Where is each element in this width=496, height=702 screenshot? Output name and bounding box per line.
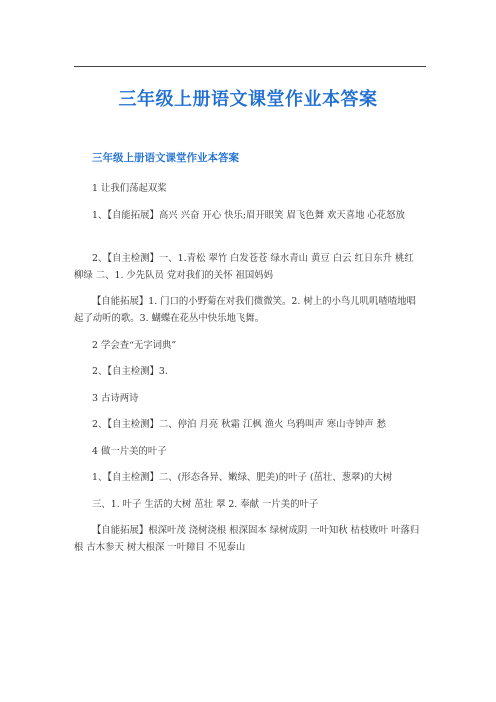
paragraph-6: 2、【自主检测】3. [92,366,168,377]
paragraph-2: 1、【自能拓展】高兴 兴奋 开心 快乐;眉开眼笑 眉飞色舞 欢天喜地 心花怒放 [92,210,405,221]
top-rule [74,66,426,67]
paragraph-12: 【自能拓展】根深叶茂 浇树浇根 根深固本 绿树成阴 一叶知秋 枯枝败叶 叶落归根 古木参天 树大根深 一叶障目 不见泰山 [74,525,420,553]
paragraph-1: 1 让我们荡起双桨 [92,183,167,194]
paragraph-9: 4 做一片美的叶子 [92,446,167,457]
paragraph-11: 三、1. 叶子 生活的大树 茁壮 翠 2. 奉献 一片美的叶子 [92,499,319,510]
section-subtitle: 三年级上册语文课堂作业本答案 [92,152,239,164]
paragraph-4: 【自能拓展】1. 门口的小野菊在对我们微微笑。2. 树上的小鸟儿叽叽喳喳地唱起了动听的歌。3. 蝴蝶在花丛中快乐地飞舞。 [74,296,416,324]
paragraph-7: 3 古诗两诗 [92,393,139,404]
paragraph-3: 2、【自主检测】一、1.青松 翠竹 白发苍苍 绿水青山 黄豆 白云 红日东升 桃红柳绿 二、1. 少先队员 党对我们的关怀 祖国妈妈 [74,253,414,281]
paragraph-8: 2、【自主检测】二、停泊 月亮 秋霜 江枫 渔火 乌鸦叫声 寒山寺钟声 愁 [92,419,387,430]
paragraph-10: 1、【自主检测】二、(形态各异、嫩绿、肥美)的叶子 (茁壮、葱翠)的大树 [92,472,393,483]
paragraph-5: 2 学会查“无字词典” [92,340,177,351]
page-title: 三年级上册语文课堂作业本答案 [118,89,378,110]
